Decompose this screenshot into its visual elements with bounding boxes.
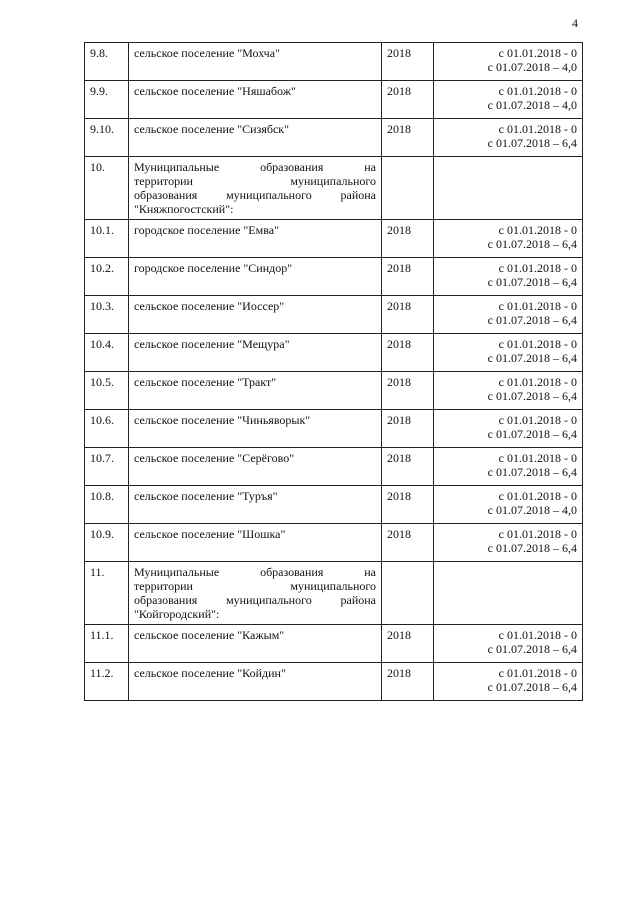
row-number: 9.10. [85, 119, 129, 157]
settlement-name: городское поселение "Емва" [129, 220, 382, 258]
rate-line-value: с 01.07.2018 – 4,0 [487, 60, 577, 74]
rate-cell [434, 372, 583, 410]
rate-line-value: с 01.07.2018 – 4,0 [487, 503, 577, 517]
rate-cell [434, 296, 583, 334]
year-cell: 2018 [382, 258, 434, 296]
rate-line-value: с 01.07.2018 – 6,4 [487, 680, 577, 694]
row-number: 10.2. [85, 258, 129, 296]
row-number: 11.2. [85, 663, 129, 701]
table-row [85, 220, 583, 258]
settlement-name-line: Муниципальные образования на [134, 565, 376, 579]
rate-cell [434, 486, 583, 524]
year-cell: 2018 [382, 119, 434, 157]
rate-line-start: с 01.01.2018 - 0 [498, 489, 577, 503]
rate-line-start: с 01.01.2018 - 0 [498, 666, 577, 680]
settlement-name: сельское поселение "Тракт" [129, 372, 382, 410]
settlement-name: сельское поселение "Кажым" [129, 625, 382, 663]
rate-cell [434, 119, 583, 157]
year-cell: 2018 [382, 372, 434, 410]
year-cell: 2018 [382, 43, 434, 81]
settlement-name-line: образования муниципального района [134, 593, 376, 607]
settlement-name-line: территории муниципального [134, 174, 376, 188]
year-cell: 2018 [382, 220, 434, 258]
year-cell: 2018 [382, 410, 434, 448]
settlement-name: сельское поселение "Шошка" [129, 524, 382, 562]
rate-cell [434, 625, 583, 663]
year-cell: 2018 [382, 448, 434, 486]
year-cell [382, 157, 434, 220]
table-row [85, 524, 583, 562]
year-cell: 2018 [382, 334, 434, 372]
rate-line-value: с 01.07.2018 – 6,4 [487, 642, 577, 656]
table-row [85, 486, 583, 524]
rate-cell [434, 258, 583, 296]
settlement-name-line: Муниципальные образования на [134, 160, 376, 174]
settlement-name: городское поселение "Синдор" [129, 258, 382, 296]
rates-table [84, 42, 583, 701]
row-number: 10.1. [85, 220, 129, 258]
settlement-name-line: "Койгородский": [134, 607, 220, 621]
row-number: 10.4. [85, 334, 129, 372]
rate-cell [434, 43, 583, 81]
rate-line-start: с 01.01.2018 - 0 [498, 223, 577, 237]
rate-line-start: с 01.01.2018 - 0 [498, 122, 577, 136]
settlement-name-line: образования муниципального района [134, 188, 376, 202]
rate-cell [434, 663, 583, 701]
rate-line-value: с 01.07.2018 – 6,4 [487, 389, 577, 403]
year-cell: 2018 [382, 486, 434, 524]
table-row [85, 448, 583, 486]
rate-cell [434, 524, 583, 562]
row-number: 10.8. [85, 486, 129, 524]
rate-line-value: с 01.07.2018 – 6,4 [487, 541, 577, 555]
rate-line-value: с 01.07.2018 – 6,4 [487, 313, 577, 327]
settlement-name: сельское поселение "Туръя" [129, 486, 382, 524]
rate-cell [434, 334, 583, 372]
table-row [85, 119, 583, 157]
row-number: 10.7. [85, 448, 129, 486]
table-row [85, 410, 583, 448]
rate-line-start: с 01.01.2018 - 0 [498, 261, 577, 275]
rate-line-start: с 01.01.2018 - 0 [498, 451, 577, 465]
settlement-name-line: территории муниципального [134, 579, 376, 593]
rate-cell [434, 562, 583, 625]
rate-line-value: с 01.07.2018 – 4,0 [487, 98, 577, 112]
settlement-name: сельское поселение "Койдин" [129, 663, 382, 701]
page-number: 4 [572, 16, 578, 30]
settlement-name: сельское поселение "Мохча" [129, 43, 382, 81]
rate-line-value: с 01.07.2018 – 6,4 [487, 427, 577, 441]
rate-line-value: с 01.07.2018 – 6,4 [487, 465, 577, 479]
table-row [85, 625, 583, 663]
rate-line-start: с 01.01.2018 - 0 [498, 413, 577, 427]
settlement-name-line: "Княжпогостский": [134, 202, 234, 216]
rate-line-value: с 01.07.2018 – 6,4 [487, 136, 577, 150]
rate-line-start: с 01.01.2018 - 0 [498, 299, 577, 313]
rate-line-start: с 01.01.2018 - 0 [498, 527, 577, 541]
row-number: 11. [85, 562, 129, 625]
year-cell: 2018 [382, 296, 434, 334]
rate-line-value: с 01.07.2018 – 6,4 [487, 237, 577, 251]
table-row [85, 43, 583, 81]
table-row [85, 258, 583, 296]
row-number: 10.9. [85, 524, 129, 562]
table-row [85, 334, 583, 372]
table-row [85, 663, 583, 701]
table-row [85, 296, 583, 334]
row-number: 9.9. [85, 81, 129, 119]
rate-line-value: с 01.07.2018 – 6,4 [487, 351, 577, 365]
rates-table-body [85, 43, 583, 701]
settlement-name: сельское поселение "Няшабож" [129, 81, 382, 119]
rate-line-start: с 01.01.2018 - 0 [498, 375, 577, 389]
rate-cell [434, 220, 583, 258]
rate-line-start: с 01.01.2018 - 0 [498, 337, 577, 351]
rate-line-value: с 01.07.2018 – 6,4 [487, 275, 577, 289]
settlement-name: сельское поселение "Иоссер" [129, 296, 382, 334]
table-row [85, 81, 583, 119]
year-cell: 2018 [382, 81, 434, 119]
row-number: 10.3. [85, 296, 129, 334]
settlement-name [129, 157, 382, 220]
rate-line-start: с 01.01.2018 - 0 [498, 46, 577, 60]
group-header-row [85, 562, 583, 625]
row-number: 10.6. [85, 410, 129, 448]
table-row [85, 372, 583, 410]
rate-cell [434, 157, 583, 220]
rate-cell [434, 410, 583, 448]
year-cell [382, 562, 434, 625]
year-cell: 2018 [382, 625, 434, 663]
year-cell: 2018 [382, 524, 434, 562]
settlement-name: сельское поселение "Сизябск" [129, 119, 382, 157]
rate-cell [434, 448, 583, 486]
year-cell: 2018 [382, 663, 434, 701]
group-header-row [85, 157, 583, 220]
settlement-name: сельское поселение "Чиньяворык" [129, 410, 382, 448]
rate-line-start: с 01.01.2018 - 0 [498, 628, 577, 642]
settlement-name: сельское поселение "Мещура" [129, 334, 382, 372]
row-number: 9.8. [85, 43, 129, 81]
row-number: 10.5. [85, 372, 129, 410]
settlement-name: сельское поселение "Серёгово" [129, 448, 382, 486]
rate-cell [434, 81, 583, 119]
rate-line-start: с 01.01.2018 - 0 [498, 84, 577, 98]
row-number: 11.1. [85, 625, 129, 663]
row-number: 10. [85, 157, 129, 220]
settlement-name [129, 562, 382, 625]
